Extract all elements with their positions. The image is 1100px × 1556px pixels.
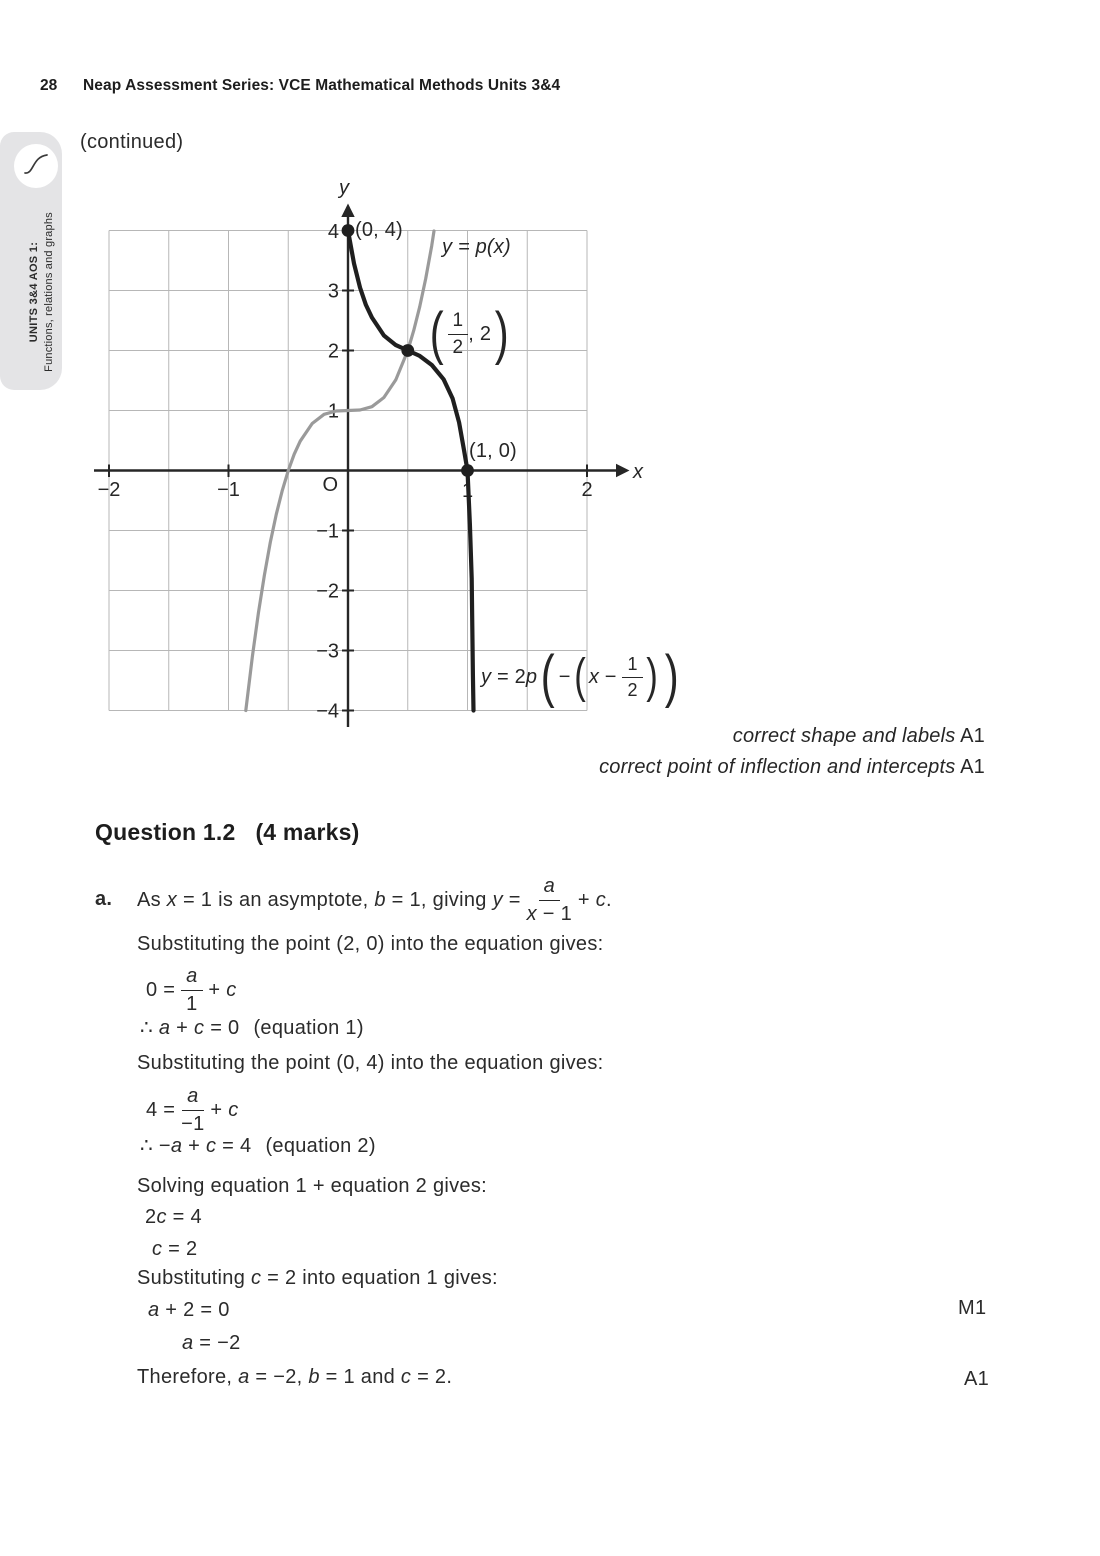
- var-b: b: [374, 888, 386, 911]
- var-a: a: [182, 1332, 194, 1354]
- var-a: a: [238, 1366, 250, 1388]
- numerator: 1: [622, 655, 642, 678]
- point-label-1-0: (1, 0): [469, 440, 517, 462]
- sidebar-unit-label: UNITS 3&4 AOS 1:: [28, 241, 40, 343]
- rhs: = 0: [204, 1017, 240, 1039]
- var-c: c: [250, 1267, 262, 1289]
- question-marks: (4 marks): [255, 819, 360, 845]
- var-c: c: [194, 1017, 205, 1039]
- point-label-half-2: [426, 301, 513, 367]
- minus-sign: −: [599, 665, 623, 688]
- marking-criterion: correct point of inflection and intercepts: [599, 756, 956, 778]
- rhs: = 2: [162, 1238, 198, 1260]
- mark-code: A1: [960, 756, 985, 778]
- y-tick-m4: −4: [316, 700, 339, 723]
- plus: +: [182, 1135, 207, 1157]
- conclusion: [137, 1364, 452, 1390]
- rhs: = 4: [216, 1135, 252, 1157]
- header-title: Neap Assessment Series: VCE Mathematical Methods Units 3&4: [83, 77, 561, 94]
- axis-tick-labels: [98, 177, 644, 723]
- equation-2c-eq-4: [145, 1204, 202, 1230]
- therefore: ∴: [140, 1017, 159, 1039]
- plus: +: [572, 888, 596, 911]
- var-b: b: [308, 1366, 320, 1388]
- var-a: a: [148, 1299, 160, 1321]
- fraction-one-half: [622, 655, 642, 700]
- text: = 1 is an asymptote,: [177, 888, 375, 911]
- y-axis-arrow: [341, 204, 354, 218]
- question-number: Question 1.2: [95, 819, 236, 845]
- curve-transformed-label: [481, 645, 682, 709]
- y-tick-3: 3: [327, 280, 339, 303]
- equation-note: (equation 1): [253, 1017, 364, 1039]
- sidebar-tab-badge: [14, 144, 58, 188]
- curve-p-label: y = p(x): [442, 236, 511, 258]
- paragraph: [137, 1265, 498, 1291]
- mark-code: A1: [960, 725, 985, 747]
- fraction-a-over-x-minus-1: [527, 876, 572, 925]
- denominator: −1: [181, 1113, 205, 1135]
- plus: +: [202, 978, 227, 1001]
- point-label-0-4: (0, 4): [355, 219, 403, 241]
- equation-0-eq-a-over-1-plus-c: [146, 966, 237, 1015]
- continued-label: (continued): [80, 131, 184, 153]
- var-y: y: [492, 888, 503, 911]
- mark-a1: A1: [964, 1368, 990, 1390]
- part-a-intro: [137, 876, 612, 925]
- point-dot-0-4: [342, 224, 355, 237]
- paragraph: Solving equation 1 + equation 2 gives:: [137, 1175, 487, 1197]
- text: = 1, giving: [385, 888, 493, 911]
- therefore-minus: ∴ −: [140, 1135, 171, 1157]
- numerator-a: a: [182, 1086, 203, 1111]
- page-number: 28: [40, 77, 58, 94]
- fraction-a-over-1: [181, 966, 202, 1015]
- x-tick-m1: −1: [217, 479, 240, 501]
- equals: =: [502, 888, 527, 911]
- equation-c-eq-2: [152, 1236, 197, 1262]
- var-x: x: [166, 888, 178, 911]
- denominator: 2: [627, 679, 638, 700]
- inner-close-paren: ): [645, 650, 658, 703]
- text: = −2,: [249, 1366, 309, 1388]
- text: = 1 and: [319, 1366, 401, 1388]
- coefficient: 2: [145, 1206, 157, 1228]
- marking-line-2: [599, 756, 985, 779]
- var-c: c: [400, 1366, 412, 1388]
- var-c: c: [226, 978, 237, 1001]
- var-c: c: [206, 1135, 217, 1157]
- sidebar-tab-text: [27, 192, 57, 392]
- rhs: = −2: [193, 1332, 241, 1354]
- var-a: a: [158, 1017, 171, 1039]
- part-a-label: a.: [95, 888, 113, 910]
- marking-line-1: [733, 725, 985, 748]
- denominator: 1: [186, 993, 198, 1015]
- y-tick-2: 2: [327, 340, 339, 363]
- text: Substituting: [137, 1267, 251, 1289]
- denominator: 2: [452, 336, 464, 358]
- equation-1: [140, 1015, 364, 1041]
- cubic-curve-icon: [21, 149, 51, 184]
- y-tick-1: 1: [327, 400, 339, 423]
- sidebar-topic-label: Functions, relations and graphs: [43, 212, 55, 372]
- var-c: c: [152, 1238, 163, 1260]
- marking-criterion: correct shape and labels: [732, 725, 956, 747]
- close-paren: ): [494, 301, 509, 366]
- var-c: c: [595, 888, 607, 911]
- comma: ,: [468, 322, 480, 345]
- x-tick-1: 1: [461, 480, 474, 502]
- var-c: c: [156, 1206, 167, 1228]
- fraction-a-over-minus-1: [181, 1086, 204, 1135]
- text: = 2 into equation 1 gives:: [261, 1267, 498, 1289]
- var-p: p: [525, 665, 538, 688]
- open-paren: (: [429, 301, 444, 366]
- equation-note: (equation 2): [265, 1135, 376, 1157]
- paragraph: Substituting the point (0, 4) into the equation gives:: [137, 1052, 604, 1074]
- equals-2: = 2: [491, 665, 526, 688]
- fraction-one-half: [448, 311, 469, 358]
- y-axis-label: y: [339, 177, 349, 199]
- rhs: + 2 = 0: [159, 1299, 230, 1321]
- point-dot-half-2: [401, 344, 414, 357]
- open-paren: (: [540, 644, 556, 709]
- rhs: = 4: [166, 1206, 202, 1228]
- inner-open-paren: (: [573, 650, 586, 703]
- numerator-a: a: [539, 876, 560, 901]
- mark-m1: M1: [958, 1297, 987, 1319]
- text: = 2.: [411, 1366, 453, 1388]
- var-c: c: [228, 1098, 239, 1121]
- x-tick-m2: −2: [97, 479, 121, 501]
- equation-a-plus-2-eq-0: [148, 1297, 230, 1323]
- text: − 1: [536, 903, 573, 925]
- y-tick-4: 4: [327, 221, 339, 243]
- equation-4-eq-a-over-m1-plus-c: [146, 1086, 239, 1135]
- y-tick-m2: −2: [316, 580, 339, 603]
- equation-a-eq-minus-2: [182, 1330, 241, 1356]
- origin-label: O: [322, 474, 338, 496]
- var-a: a: [170, 1135, 183, 1157]
- close-paren: ): [664, 644, 679, 709]
- x-axis-label: x: [633, 461, 643, 483]
- y-tick-m3: −3: [316, 640, 339, 663]
- var-y: y: [481, 665, 492, 688]
- y-tick-m1: −1: [316, 520, 339, 543]
- x-axis-arrow: [616, 464, 630, 477]
- point-dot-1-0: [461, 464, 474, 477]
- plus: +: [204, 1098, 229, 1121]
- lhs: 0 =: [146, 978, 182, 1001]
- var-x: x: [588, 665, 600, 688]
- question-heading: [95, 819, 360, 846]
- lhs: 4 =: [146, 1098, 182, 1121]
- x-tick-2: 2: [581, 479, 593, 501]
- text: Therefore,: [137, 1366, 239, 1388]
- paragraph: Substituting the point (2, 0) into the equation gives:: [137, 933, 604, 955]
- minus-sign: −: [558, 665, 571, 688]
- numerator-a: a: [181, 966, 202, 991]
- plus: +: [170, 1017, 195, 1039]
- var-x: x: [526, 903, 537, 925]
- denominator: [527, 901, 572, 925]
- y-value: 2: [479, 322, 492, 345]
- numerator: 1: [448, 311, 469, 335]
- equation-2: [140, 1133, 376, 1159]
- text: As: [137, 888, 167, 911]
- period: .: [606, 888, 612, 911]
